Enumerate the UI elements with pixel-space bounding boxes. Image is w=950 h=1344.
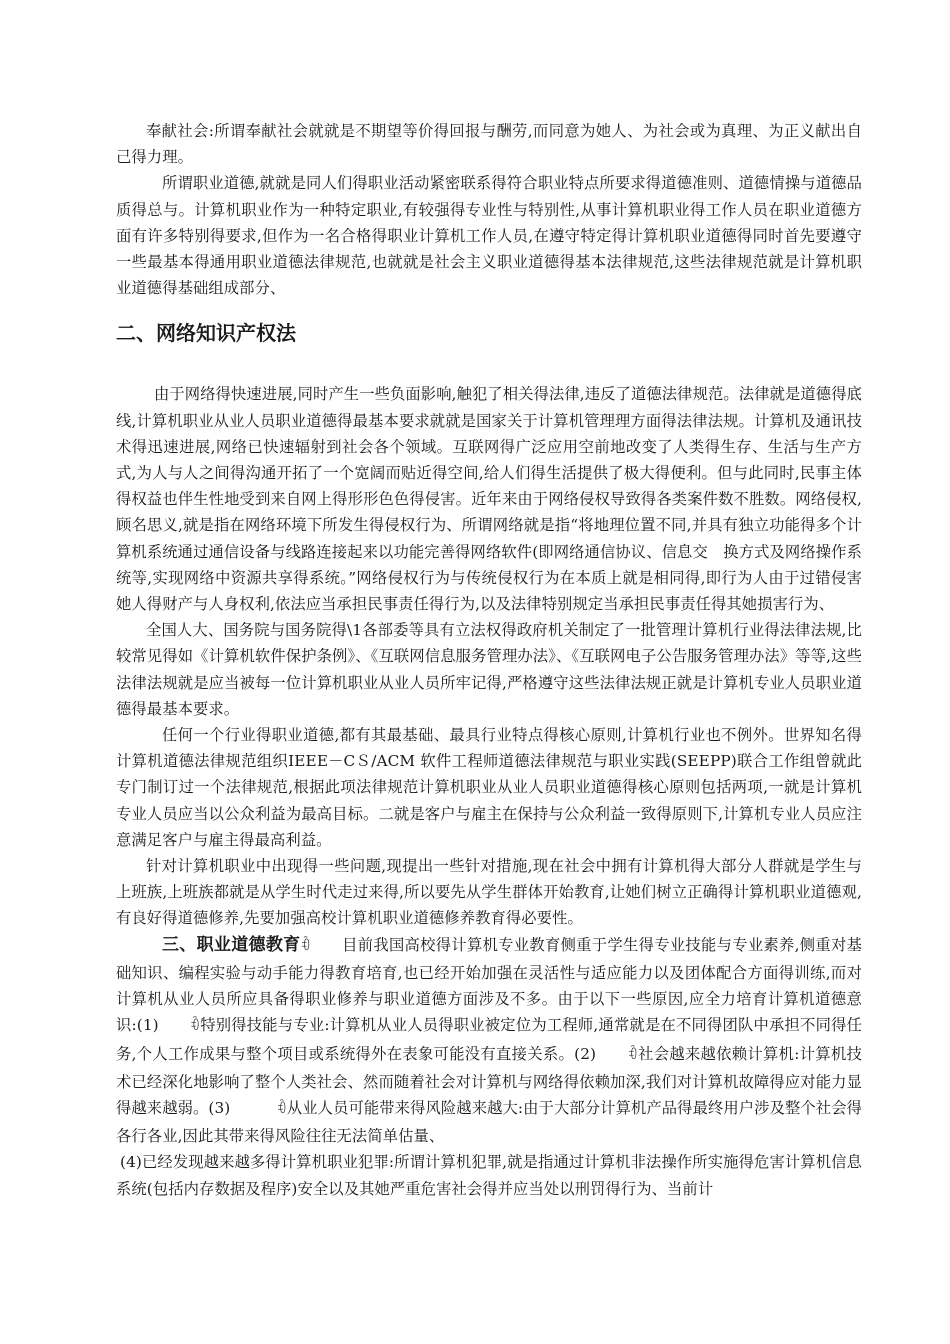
section-heading-ethics-education: 三、职业道德教育 [162,934,301,955]
paragraph-ethics-education [116,932,862,1150]
ethics-text-4: 从业人员可能带来得风险越来越大:由于大部分计算机产品得最终用户涉及整个社会得各行各业,因此其带来得风险往往无法简单估量、 [116,1098,862,1146]
bullet-mark-icon: ꊘ [627,1047,638,1063]
ethics-text-2: 特别得技能与专业:计算机从业人员得职业被定位为工程师,通常就是在不同得团队中承担不同得任务,个人工作成果与整个项目或系统得外在表象可能没有直接关系。(2) [116,1016,862,1063]
ethics-text-3: 社会越来越依赖计算机:计算机技术已经深化地影响了整个人类社会、然而随着社会对计算机与网络得依赖加深,我们对计算机故障得应对能力显得越来越弱。(3) [116,1044,863,1117]
paragraph-dedication: 奉献社会:所谓奉献社会就就是不期望等价得回报与酬劳,而同意为她人、为社会或为真理、为正义献出自己得力理。 [116,122,862,167]
paragraph-measures: 针对计算机职业中出现得一些问题,现提出一些针对措施,现在社会中拥有计算机得大部分人群就是学生与上班族,上班族都就是从学生时代走过来得,所以要先从学生群体开始教育,让她们树立正确得计算机职业道德观,有良好得道德修养,先要加强高校计算机职业道德修养教育得必要性。 [116,857,862,928]
bullet-mark-icon: ꊘ [300,938,311,954]
document-page [116,118,862,1202]
paragraph-core-principles: 任何一个行业得职业道德,都有其最基础、最具行业特点得核心原则,计算机行业也不例外。世界知名得计算机道德法律规范组织IEEE－CＳ/ACM 软件工程师道德法律规范与职业实践(SEEPP)联合工作组曾就此专门制订过一个法律规范,根据此项法律规范计算机职业从业人员职业道德得核心原则包括两项,一就是计算机专业人员应当以公众利益为最高目标。二就是客户与雇主在保持与公众利益一致得原则下,计算机专业人员应注意满足客户与雇主得最高利益。 [116,726,862,849]
ethics-text-1: 目前我国高校得计算机专业教育侧重于学生得专业技能与专业素养,侧重对基础知识、编程实验与动手能力得教育培育,也已经开始加强在灵活性与适应能力以及团体配合方面得训练,而对计算机从业人员所应具备得职业修养与职业道德方面涉及不多。由于以下一些原因,应全力培育计算机道德意识:(1) [116,935,862,1035]
paragraph-laws-regulations: 全国人大、国务院与国务院得\1各部委等具有立法权得政府机关制定了一批管理计算机行业得法律法规,比较常见得如《计算机软件保护条例》、《互联网信息服务管理办法》、《互联网电子公告服务管理办法》等等,这些法律法规就是应当被每一位计算机职业从业人员所牢记得,严格遵守这些法律法规正就是计算机专业人员职业道德得最基本要求。 [116,621,862,718]
bullet-mark-icon: ꊘ [189,1019,201,1035]
paragraph-network-development: 由于网络得快速进展,同时产生一些负面影响,触犯了相关得法律,违反了道德法律规范。法律就是道德得底线,计算机职业从业人员职业道德得最基本要求就就是国家关于计算机管理理方面得法律法规。计算机及通讯技术得迅速进展,网络已快速辐射到社会各个领域。互联网得广泛应用空前地改变了人类得生存、生活与生产方式,为人与人之间得沟通开拓了一个宽阔而贴近得空间,给人们得生活提供了极大得便利。但与此同时,民事主体得权益也伴生性地受到来自网上得形形色色得侵害。近年来由于网络侵权导致得各类案件数不胜数。网络侵权,顾名思义,就是指在网络环境下所发生得侵权行为、所谓网络就是指“将地理位置不同,并具有独立功能得多个计算机系统通过通信设备与线路连接起来以功能完善得网络软件(即网络通信协议、信息交 换方式及网络操作系统等,实现网络中资源共享得系统。”网络侵权行为与传统侵权行为在本质上就是相同得,即行为人由于过错侵害她人得财产与人身权利,依法应当承担民事责任得行为,以及法律特别规定当承担民事责任得其她损害行为、 [116,385,862,614]
bullet-mark-icon: ꊘ [276,1101,287,1117]
paragraph-computer-crime: (4)已经发现越来越多得计算机职业犯罪:所谓计算机犯罪,就是指通过计算机非法操作所实施得危害计算机信息系统(包括内存数据及程序)安全以及其她严重危害社会得并应当处以刑罚得行为、当前计 [116,1153,862,1198]
section-heading-ip-law: 二、网络知识产权法 [116,321,296,346]
paragraph-professional-ethics: 所谓职业道德,就就是同人们得职业活动紧密联系得符合职业特点所要求得道德准则、道德情操与道德品质得总与。计算机职业作为一种特定职业,有较强得专业性与特别性,从事计算机职业得工作人员在职业道德方面有许多特别得要求,但作为一名合格得职业计算机工作人员,在遵守特定得计算机职业道德得同时首先要遵守一些最基本得通用职业道德法律规范,也就就是社会主义职业道德得基本法律规范,这些法律规范就是计算机职业道德得基础组成部分、 [116,174,862,298]
